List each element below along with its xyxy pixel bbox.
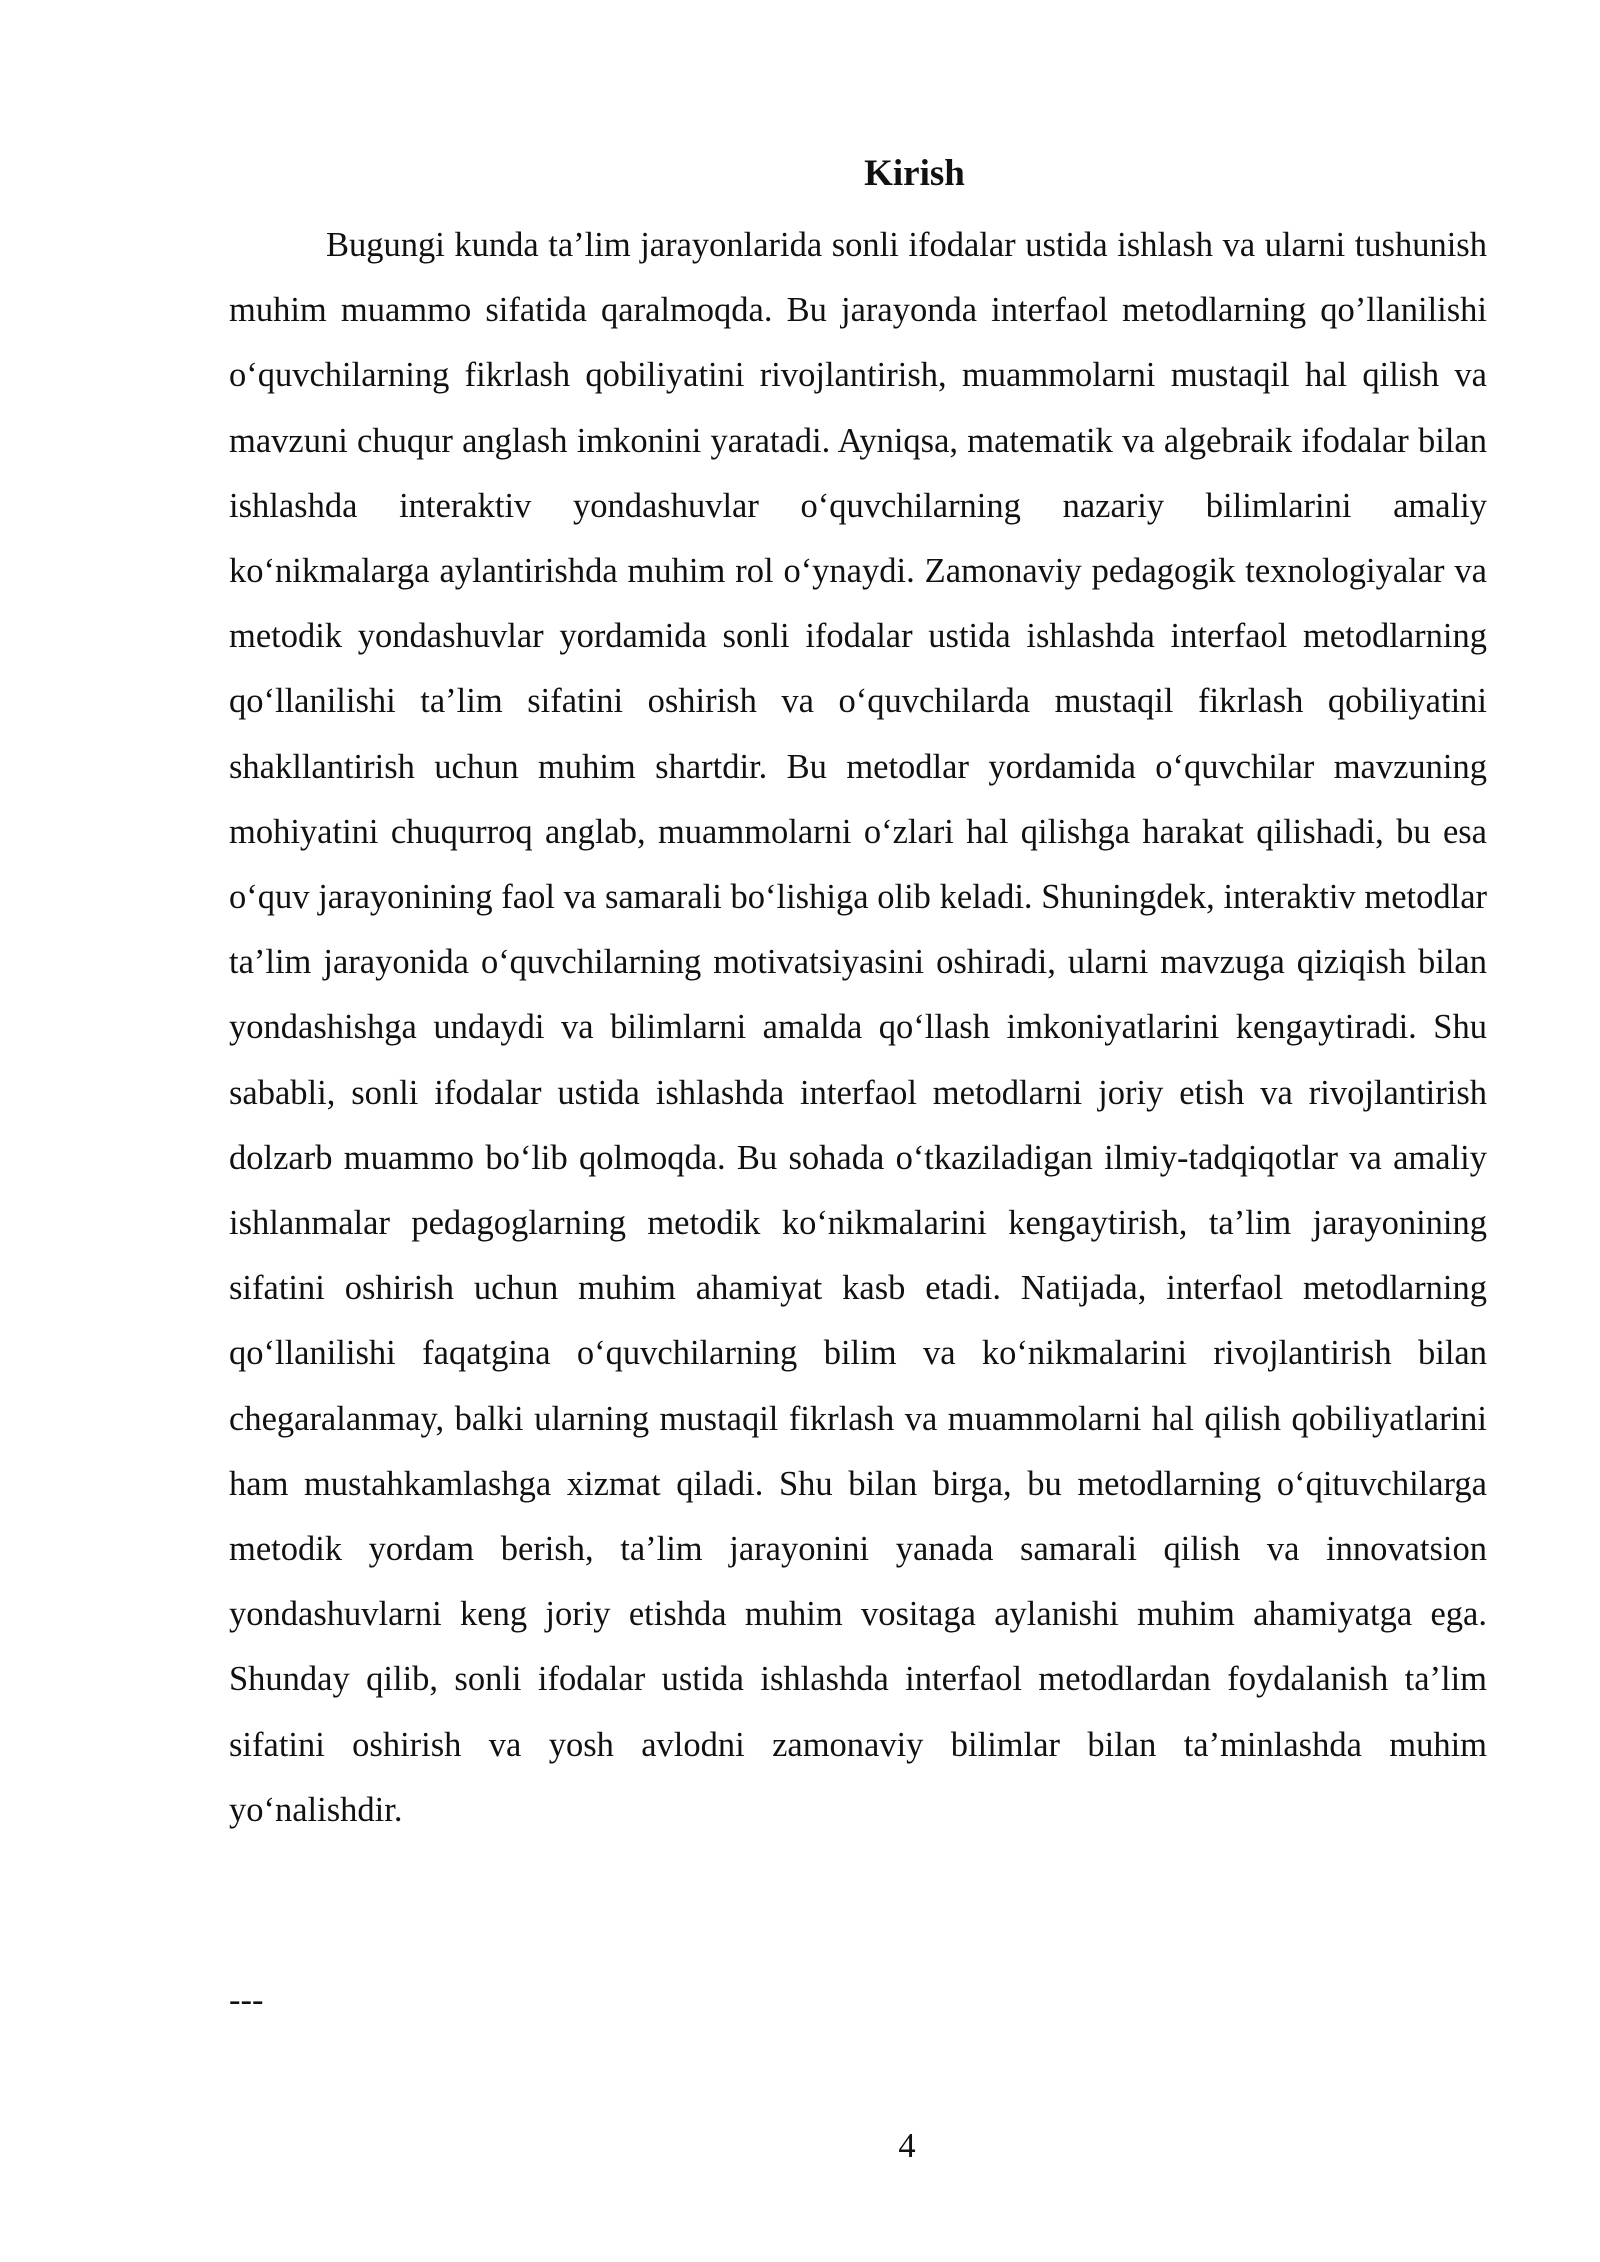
body-paragraph: Bugungi kunda ta’lim jarayonlarida sonli ifodalar ustida ishlash va ularni tushunish muhim muammo sifatida qaralmoqda. Bu jarayonda interfaol metodlarning qo’llanilishi o‘quvchilarning fikrlash qobiliyatini rivojlantirish, muammolarni mustaqil hal qilish va mavzuni chuqur anglash imkonini yaratadi. Ayniqsa, matematik va algebraik ifodalar bilan ishlashda interaktiv yondashuvlar o‘quvchilarning nazariy bilimlarini amaliy ko‘nikmalarga aylantirishda muhim rol o‘ynaydi. Zamonaviy pedagogik texnologiyalar va metodik yondashuvlar yordamida sonli ifodalar ustida ishlashda interfaol metodlarning qo‘llanilishi ta’lim sifatini oshirish va o‘quvchilarda mustaqil fikrlash qobiliyatini shakllantirish uchun muhim shartdir. Bu metodlar yordamida o‘quvchilar mavzuning mohiyatini chuqurroq anglab, muammolarni o‘zlari hal qilishga harakat qilishadi, bu esa o‘quv jarayonining faol va samarali bo‘lishiga olib keladi. Shuningdek, interaktiv metodlar ta’lim jarayonida o‘quvchilarning motivatsiyasini oshiradi, ularni mavzuga qiziqish bilan yondashishga undaydi va bilimlarni amalda qo‘llash imkoniyatlarini kengaytiradi. Shu sababli, sonli ifodalar ustida ishlashda interfaol metodlarni joriy etish va rivojlantirish dolzarb muammo bo‘lib qolmoqda. Bu sohada o‘tkaziladigan ilmiy-tadqiqotlar va amaliy ishlanmalar pedagoglarning metodik ko‘nikmalarini kengaytirish, ta’lim jarayonining sifatini oshirish uchun muhim ahamiyat kasb etadi. Natijada, interfaol metodlarning qo‘llanilishi faqatgina o‘quvchilarning bilim va ko‘nikmalarini rivojlantirish bilan chegaralanmay, balki ularning mustaqil fikrlash va muammolarni hal qilish qobiliyatlarini ham mustahkamlashga xizmat qiladi. Shu bilan birga, bu metodlarning o‘qituvchilarga metodik yordam berish, ta’lim jarayonini yanada samarali qilish va innovatsion yondashuvlarni keng joriy etishda muhim vositaga aylanishi muhim ahamiyatga ega. Shunday qilib, sonli ifodalar ustida ishlashda interfaol metodlardan foydalanish ta’lim sifatini oshirish va yosh avlodni zamonaviy bilimlar bilan ta’minlashda muhim yo‘nalishdir. (229, 226, 1487, 1829)
page-number: 4 (898, 2127, 916, 2165)
section-title: Kirish (864, 153, 965, 194)
separator-line: --- (229, 1981, 264, 2019)
